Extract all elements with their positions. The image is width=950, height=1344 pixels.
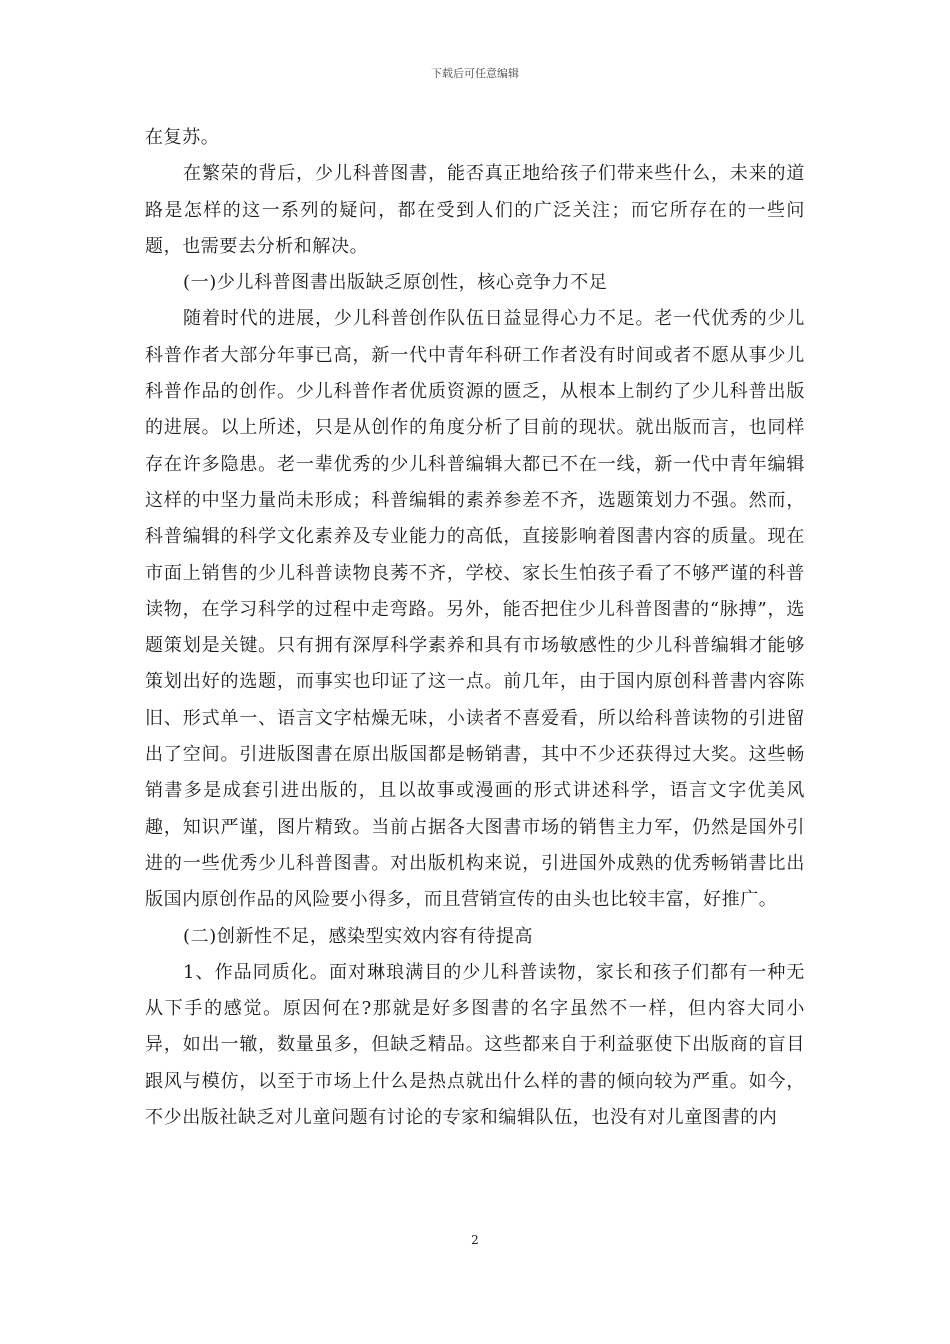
section-heading-1: (一)少儿科普图書出版缺乏原创性，核心竞争力不足: [183, 272, 608, 294]
paragraph-4: 1、作品同质化。面对琳琅满目的少儿科普读物，家长和孩子们都有一种无从下手的感觉。原因何在?那就是好多图書的名字虽然不一样，但内容大同小异，如出一辙，数量虽多，但缺乏精品。这些都来自于利益驱使下出版商的盲目跟风与模仿，以至于市场上什么是热点就出什么样的書的倾向较为严重。如今，不少出版社缺乏对儿童问题有讨论的专家和编辑队伍，也没有对儿童图書的内: [145, 961, 805, 1129]
paragraph-3: 随着时代的进展，少儿科普创作队伍日益显得心力不足。老一代优秀的少儿科普作者大部分年事已高，新一代中青年科研工作者没有时间或者不愿从事少儿科普作品的创作。少儿科普作者优质资源的匮乏，从根本上制约了少儿科普出版的进展。以上所述，只是从创作的角度分析了目前的现状。就出版而言，也同样存在许多隐患。老一辈优秀的少儿科普编辑大都已不在一线，新一代中青年编辑这样的中坚力量尚未形成；科普编辑的素养参差不齐，选题策划力不强。然而，科普编辑的科学文化素养及专业能力的高低，直接影响着图書内容的质量。现在市面上销售的少儿科普读物良莠不齐，学校、家长生怕孩子看了不够严谨的科普读物，在学习科学的过程中走弯路。另外，能否把住少儿科普图書的“脉搏”，选题策划是关键。只有拥有深厚科学素养和具有市场敏感性的少儿科普编辑才能够策划出好的选题，而事实也印证了这一点。前几年，由于国内原创科普書内容陈旧、形式单一、语言文字枯燥无味，小读者不喜爱看，所以给科普读物的引进留出了空间。引进版图書在原出版国都是畅销書，其中不少还获得过大奖。这些畅销書多是成套引进出版的，且以故事或漫画的形式讲述科学，语言文字优美风趣，知识严谨，图片精致。当前占据各大图書市场的销售主力军，仍然是国外引进的一些优秀少儿科普图書。对出版机构来说，引进国外成熟的优秀畅销書比出版国内原创作品的风险要小得多，而且营销宣传的由头也比较丰富，好推广。: [145, 308, 805, 911]
paragraph-1: 在复苏。: [145, 127, 220, 148]
paragraph-2: 在繁荣的背后，少儿科普图書，能否真正地给孩子们带来些什么，未来的道路是怎样的这一系列的疑问，都在受到人们的广泛关注；而它所存在的一些问题，也需要去分析和解决。: [145, 163, 805, 257]
page-header: 下载后可任意编辑: [431, 67, 519, 80]
page-number: 2: [471, 1233, 479, 1247]
document-body: [145, 120, 805, 1136]
section-heading-2: (二)创新性不足，感染型实效内容有待提高: [183, 925, 534, 947]
